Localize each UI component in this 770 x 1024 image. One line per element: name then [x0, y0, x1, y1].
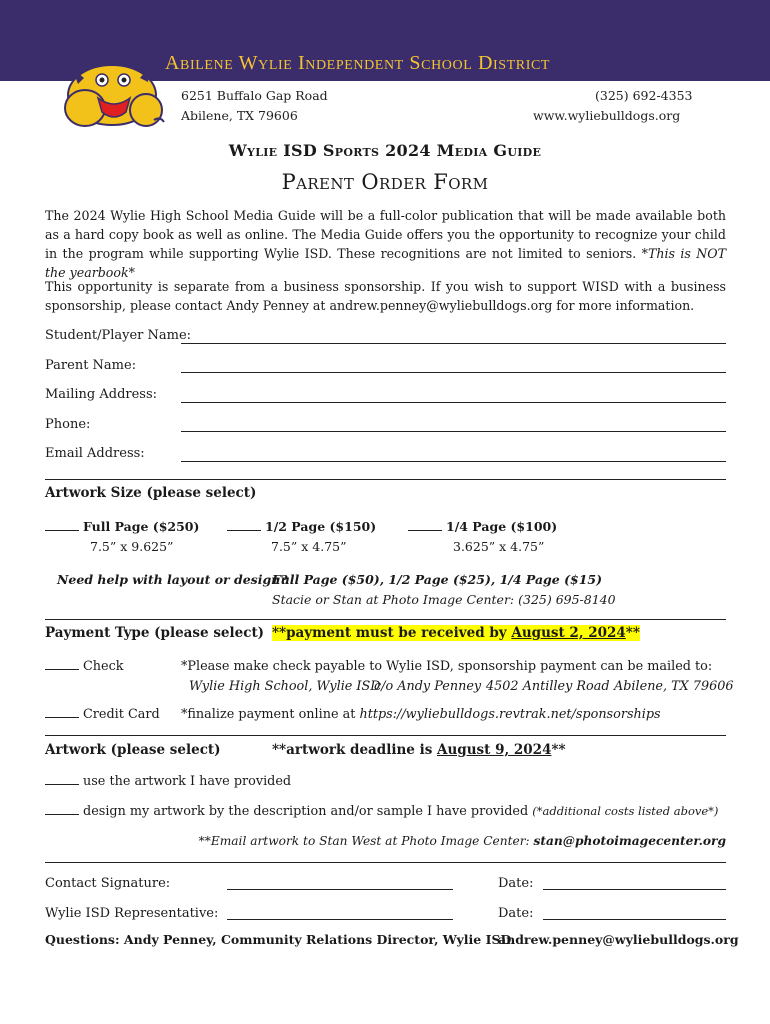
artwork-size-heading: Artwork Size (please select)	[45, 485, 257, 501]
credit-card-blank[interactable]	[45, 707, 79, 718]
artwork-deadline: **artwork deadline is August 9, 2024**	[272, 742, 566, 758]
credit-card-instructions: *finalize payment online at https://wyliebulldogs.revtrak.net/sponsorships	[181, 707, 661, 722]
contact-date-label: Date:	[498, 876, 534, 891]
website[interactable]: www.wyliebulldogs.org	[533, 108, 681, 123]
representative-label: Wylie ISD Representative:	[45, 906, 219, 921]
payment-url[interactable]: https://wyliebulldogs.revtrak.net/sponsorships	[359, 707, 661, 722]
mailing-address-field[interactable]	[181, 402, 726, 403]
representative-signature-field[interactable]	[227, 919, 453, 920]
parent-name-label: Parent Name:	[45, 358, 137, 373]
representative-date-label: Date:	[498, 906, 534, 921]
student-name-field[interactable]	[181, 343, 726, 344]
email-label: Email Address:	[45, 446, 145, 461]
full-page-option[interactable]: Full Page ($250)	[45, 519, 199, 534]
intro-paragraph	[45, 206, 726, 282]
student-name-label: Student/Player Name:	[45, 328, 192, 343]
mailing-address-label: Mailing Address:	[45, 387, 158, 402]
form-title: Parent Order Form	[281, 170, 489, 194]
check-option[interactable]: Check	[45, 659, 124, 674]
district-name: Abilene Wylie Independent School District	[165, 52, 551, 74]
email-field[interactable]	[181, 461, 726, 462]
artwork-email-note: **Email artwork to Stan West at Photo Image Center: stan@photoimagecenter.org	[198, 834, 726, 848]
design-help-contact: Stacie or Stan at Photo Image Center: (325) 695-8140	[272, 592, 616, 607]
check-blank[interactable]	[45, 659, 79, 670]
intro-text: The 2024 Wylie High School Media Guide will be a full-color publication that will be made available both as a hard copy book as well as online. The Media Guide offers you the opportunity to recognize your child in the program while supporting Wylie ISD. These recognitions are not limited to seniors.	[45, 208, 726, 261]
divider	[45, 862, 726, 863]
half-page-dims: 7.5” x 4.75”	[271, 539, 347, 554]
half-page-blank[interactable]	[227, 520, 261, 531]
quarter-page-dims: 3.625” x 4.75”	[453, 539, 545, 554]
questions-contact: Questions: Andy Penney, Community Relations Director, Wylie ISD	[45, 932, 512, 947]
city-address: Abilene, TX 79606	[181, 108, 298, 123]
design-help-question: Need help with layout or design?	[57, 572, 288, 587]
check-instructions: *Please make check payable to Wylie ISD, sponsorship payment can be mailed to:	[181, 659, 713, 674]
mail-line-3: 4502 Antilley Road	[486, 679, 610, 694]
design-help-prices: Full Page ($50), 1/2 Page ($25), 1/4 Page ($15)	[272, 572, 603, 587]
parent-name-field[interactable]	[181, 372, 726, 373]
phone-label: Phone:	[45, 417, 91, 432]
payment-type-heading: Payment Type (please select)	[45, 625, 265, 641]
mail-line-1: Wylie High School, Wylie ISD	[189, 679, 381, 694]
yearbook-note: *This is NOT the yearbook*	[45, 246, 726, 280]
phone-field[interactable]	[181, 431, 726, 432]
credit-card-option[interactable]: Credit Card	[45, 707, 160, 722]
representative-date-field[interactable]	[543, 919, 726, 920]
questions-email[interactable]: andrew.penney@wyliebulldogs.org	[498, 932, 739, 947]
artwork-provided-blank[interactable]	[45, 774, 79, 785]
artwork-provided-option[interactable]: use the artwork I have provided	[45, 774, 291, 789]
bulldog-mascot-logo	[50, 50, 170, 132]
sponsorship-paragraph: This opportunity is separate from a business sponsorship. If you wish to support WISD with a business sponsorship, please contact Andy Penney at andrew.penney@wyliebulldogs.org for more information.	[45, 279, 726, 313]
contact-date-field[interactable]	[543, 889, 726, 890]
artwork-design-option[interactable]: design my artwork by the description and/or sample I have provided (*additional costs listed above*)	[45, 804, 718, 819]
full-page-dims: 7.5” x 9.625”	[90, 539, 174, 554]
artwork-email-address[interactable]: stan@photoimagecenter.org	[533, 834, 726, 848]
full-page-blank[interactable]	[45, 520, 79, 531]
mail-line-4: Abilene, TX 79606	[614, 679, 734, 694]
quarter-page-blank[interactable]	[408, 520, 442, 531]
mail-line-2: c/o Andy Penney	[374, 679, 482, 694]
guide-title: Wylie ISD Sports 2024 Media Guide	[228, 141, 542, 160]
phone-number: (325) 692-4353	[595, 88, 693, 103]
divider	[45, 619, 726, 620]
divider	[45, 479, 726, 480]
quarter-page-option[interactable]: 1/4 Page ($100)	[408, 519, 557, 534]
street-address: 6251 Buffalo Gap Road	[181, 88, 328, 103]
artwork-design-blank[interactable]	[45, 804, 79, 815]
contact-signature-field[interactable]	[227, 889, 453, 890]
contact-signature-label: Contact Signature:	[45, 876, 171, 891]
artwork-heading: Artwork (please select)	[45, 742, 221, 758]
divider	[45, 735, 726, 736]
payment-deadline: **payment must be received by August 2, 2024**	[272, 625, 640, 641]
half-page-option[interactable]: 1/2 Page ($150)	[227, 519, 376, 534]
